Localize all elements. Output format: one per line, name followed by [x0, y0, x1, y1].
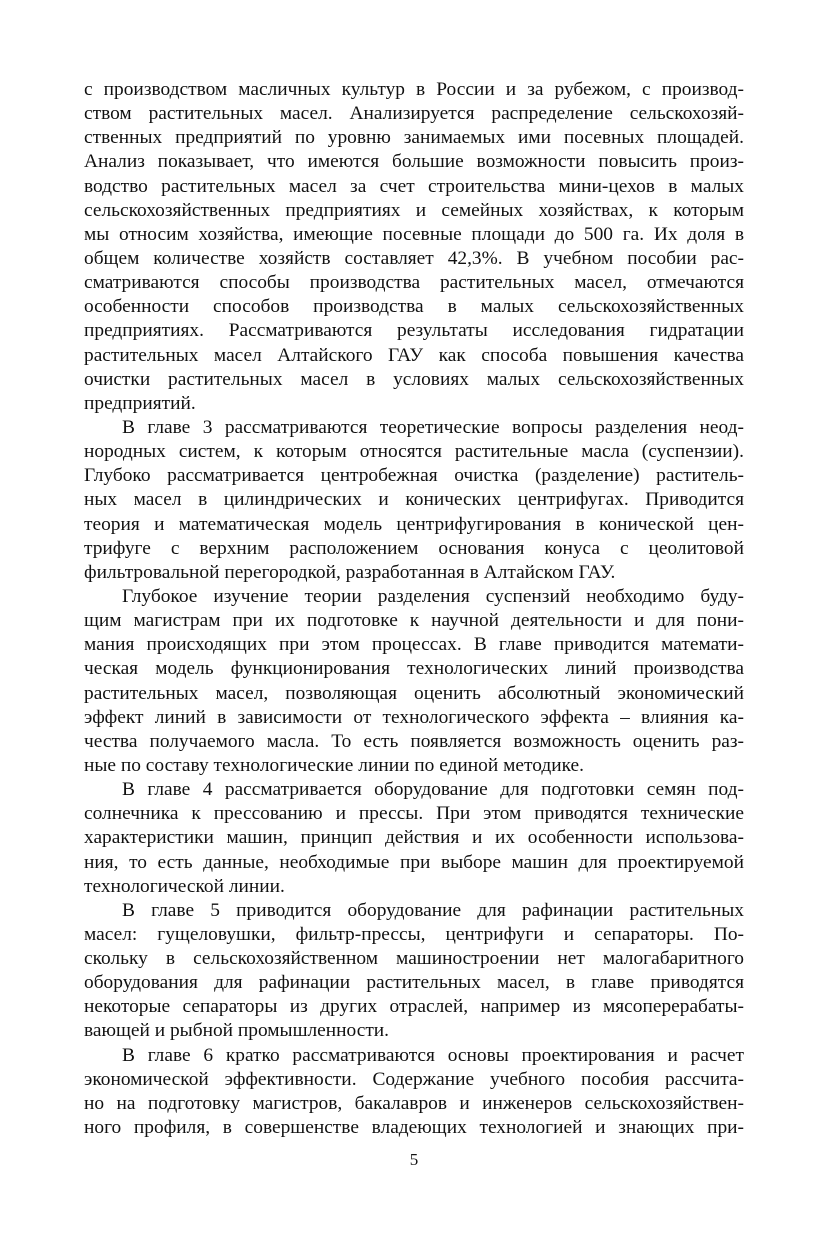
text-line: мы относим хозяйства, имеющие посевные площади до 500 га. Их доля в: [84, 223, 744, 245]
text-line: предприятий.: [84, 392, 196, 414]
text-line: водство растительных масел за счет строительства мини-цехов в малых: [84, 175, 744, 197]
paragraph: [84, 899, 744, 1044]
text-line: щим магистрам при их подготовке к научной деятельности и для пони-: [84, 610, 744, 632]
text-line: растительных масел, позволяющая оценить абсолютный экономический: [84, 682, 744, 704]
paragraph: [84, 585, 744, 778]
text-line: чества получаемого масла. То есть появляется возможность оценить раз-: [84, 730, 744, 752]
body-text: [84, 78, 744, 1140]
text-line: растительных масел Алтайского ГАУ как способа повышения качества: [84, 344, 744, 366]
text-line: ные по составу технологические линии по единой методике.: [84, 754, 584, 776]
text-line: ственных предприятий по уровню занимаемых ими посевных площадей.: [84, 127, 744, 149]
text-line: сматриваются способы производства растительных масел, отмечаются: [84, 272, 744, 294]
text-line: общем количестве хозяйств составляет 42,3%. В учебном пособии рас-: [84, 247, 744, 269]
text-line: В главе 3 рассматриваются теоретические вопросы разделения неод-: [122, 416, 744, 438]
text-line: сельскохозяйственных предприятиях и семейных хозяйствах, к которым: [84, 199, 744, 221]
text-line: Анализ показывает, что имеются большие возможности повысить произ-: [84, 151, 744, 173]
text-line: масел: гущеловушки, фильтр-прессы, центрифуги и сепараторы. По-: [84, 923, 744, 945]
text-line: но на подготовку магистров, бакалавров и инженеров сельскохозяйствен-: [84, 1092, 744, 1114]
text-line: ных масел в цилиндрических и конических центрифугах. Приводится: [84, 489, 744, 511]
text-line: с производством масличных культур в России и за рубежом, с производ-: [84, 79, 744, 100]
paragraph: [84, 78, 744, 416]
text-line: В главе 6 кратко рассматриваются основы проектирования и расчет: [122, 1044, 744, 1066]
text-line: Глубокое изучение теории разделения суспензий необходимо буду-: [122, 585, 744, 607]
text-line: ством растительных масел. Анализируется распределение сельскохозяй-: [84, 103, 744, 125]
text-line: эффект линий в зависимости от технологического эффекта – влияния ка-: [84, 706, 744, 728]
paragraph: [84, 416, 744, 585]
text-line: ческая модель функционирования технологических линий производства: [84, 658, 744, 680]
text-line: фильтровальной перегородкой, разработанная в Алтайском ГАУ.: [84, 561, 616, 583]
text-line: технологической линии.: [84, 875, 285, 897]
text-line: трифуге с верхним расположением основания конуса с цеолитовой: [84, 537, 744, 559]
text-line: характеристики машин, принцип действия и их особенности использова-: [84, 827, 744, 849]
text-line: скольку в сельскохозяйственном машиностроении нет малогабаритного: [84, 948, 744, 970]
text-line: предприятиях. Рассматриваются результаты исследования гидратации: [84, 320, 744, 342]
text-line: нородных систем, к которым относятся растительные масла (суспензии).: [84, 441, 744, 463]
text-line: оборудования для рафинации растительных масел, в главе приводятся: [84, 972, 744, 994]
text-line: В главе 4 рассматривается оборудование для подготовки семян под-: [122, 779, 744, 801]
text-line: экономической эффективности. Содержание учебного пособия рассчита-: [84, 1068, 744, 1090]
paragraph: [84, 778, 744, 899]
text-line: некоторые сепараторы из других отраслей, например из мясоперерабаты-: [84, 996, 744, 1018]
text-line: вающей и рыбной промышленности.: [84, 1020, 390, 1042]
text-line: ного профиля, в совершенстве владеющих технологией и знающих при-: [84, 1117, 744, 1139]
text-line: особенности способов производства в малых сельскохозяйственных: [84, 296, 744, 318]
text-line: мания происходящих при этом процессах. В главе приводится математи-: [84, 634, 744, 656]
text-line: Глубоко рассматривается центробежная очистка (разделение) раститель-: [84, 465, 744, 487]
page-number: 5: [409, 1150, 419, 1169]
text-line: очистки растительных масел в условиях малых сельскохозяйственных: [84, 368, 744, 390]
paragraph: [84, 1044, 744, 1141]
text-line: теория и математическая модель центрифугирования в конической цен-: [84, 513, 744, 535]
text-line: В главе 5 приводится оборудование для рафинации растительных: [122, 899, 744, 921]
text-line: ния, то есть данные, необходимые при выборе машин для проектируемой: [84, 851, 744, 873]
text-line: солнечника к прессованию и прессы. При этом приводятся технические: [84, 803, 744, 825]
